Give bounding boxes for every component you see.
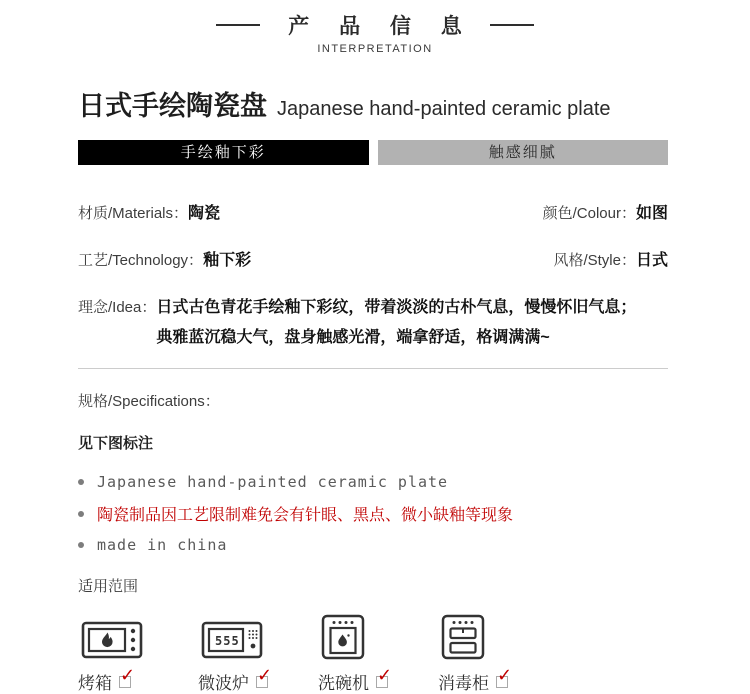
bullet-icon bbox=[78, 479, 84, 485]
bullet-icon bbox=[78, 542, 84, 548]
product-title bbox=[78, 84, 668, 123]
feature-banner-texture: 触感细腻 bbox=[378, 140, 669, 165]
page-title: 产 品 信 息 bbox=[288, 15, 474, 38]
idea-line-2: 典雅蓝沉稳大气，盘身触感光滑，端拿舒适，格调满满~ bbox=[156, 329, 550, 346]
list-item bbox=[78, 473, 668, 491]
dishwasher-icon bbox=[318, 612, 365, 660]
product-info-section bbox=[78, 84, 668, 694]
scope-item-label: 微波炉 bbox=[198, 674, 249, 693]
specifications-note: 见下图标注 bbox=[78, 435, 154, 452]
checked-checkbox-icon: ✓ bbox=[120, 664, 136, 686]
bullet-icon bbox=[78, 511, 84, 517]
attribute-technology bbox=[78, 247, 251, 270]
list-item bbox=[78, 502, 668, 525]
scope-item-disinfection-cabinet bbox=[438, 612, 550, 694]
product-title-zh: 日式手绘陶瓷盘 bbox=[78, 91, 267, 121]
idea-text bbox=[156, 293, 636, 353]
attribute-style bbox=[553, 247, 668, 270]
page-subtitle: INTERPRETATION bbox=[317, 43, 433, 55]
idea-section bbox=[78, 293, 668, 353]
scope-item-label: 烤箱 bbox=[78, 674, 112, 693]
idea-line-1: 日式古色青花手绘釉下彩纹，带着淡淡的古朴气息，慢慢怀旧气息； bbox=[156, 299, 637, 316]
product-title-en: Japanese hand-painted ceramic plate bbox=[277, 98, 611, 120]
attribute-value: 釉下彩 bbox=[203, 252, 252, 269]
disinfection-cabinet-icon bbox=[438, 612, 485, 660]
attribute-row bbox=[78, 200, 668, 223]
attribute-row bbox=[78, 247, 668, 270]
oven-icon bbox=[78, 612, 143, 660]
attribute-colour bbox=[543, 200, 668, 223]
attribute-label: 材质/Materials： bbox=[78, 205, 189, 222]
idea-label: 理念/Idea： bbox=[78, 299, 157, 316]
attribute-value: 如图 bbox=[635, 205, 668, 222]
header-rule-left bbox=[216, 24, 260, 26]
attribute-label: 风格/Style： bbox=[553, 252, 636, 269]
checked-checkbox-icon: ✓ bbox=[257, 664, 273, 686]
feature-banner-underglaze: 手绘釉下彩 bbox=[78, 140, 369, 165]
scope-item-label: 洗碗机 bbox=[318, 674, 369, 693]
scope-items bbox=[78, 612, 668, 694]
attribute-label: 工艺/Technology： bbox=[78, 252, 204, 269]
microwave-icon bbox=[198, 612, 263, 660]
page-header bbox=[0, 0, 750, 55]
note-text-warning: 陶瓷制品因工艺限制难免会有针眼、黑点、微小缺釉等现象 bbox=[97, 505, 514, 524]
scope-item-label: 消毒柜 bbox=[438, 674, 489, 693]
scope-item-microwave bbox=[198, 612, 310, 694]
header-rule-right bbox=[490, 24, 534, 26]
svg-text:555: 555 bbox=[215, 634, 240, 648]
checked-checkbox-icon: ✓ bbox=[497, 664, 513, 686]
specifications-label: 规格/Specifications： bbox=[78, 393, 220, 410]
list-item bbox=[78, 536, 668, 554]
notes-list bbox=[78, 473, 668, 554]
feature-banners bbox=[78, 140, 668, 165]
attribute-value: 日式 bbox=[635, 252, 668, 269]
section-divider bbox=[78, 368, 668, 369]
note-text: made in china bbox=[97, 536, 228, 554]
checked-checkbox-icon: ✓ bbox=[377, 664, 393, 686]
scope-label: 适用范围 bbox=[78, 578, 139, 595]
attribute-label: 颜色/Colour： bbox=[542, 205, 636, 222]
attribute-materials bbox=[78, 200, 220, 223]
scope-item-dishwasher bbox=[318, 612, 430, 694]
note-text: Japanese hand-painted ceramic plate bbox=[97, 473, 449, 491]
scope-item-oven bbox=[78, 612, 190, 694]
attribute-value: 陶瓷 bbox=[188, 205, 221, 222]
